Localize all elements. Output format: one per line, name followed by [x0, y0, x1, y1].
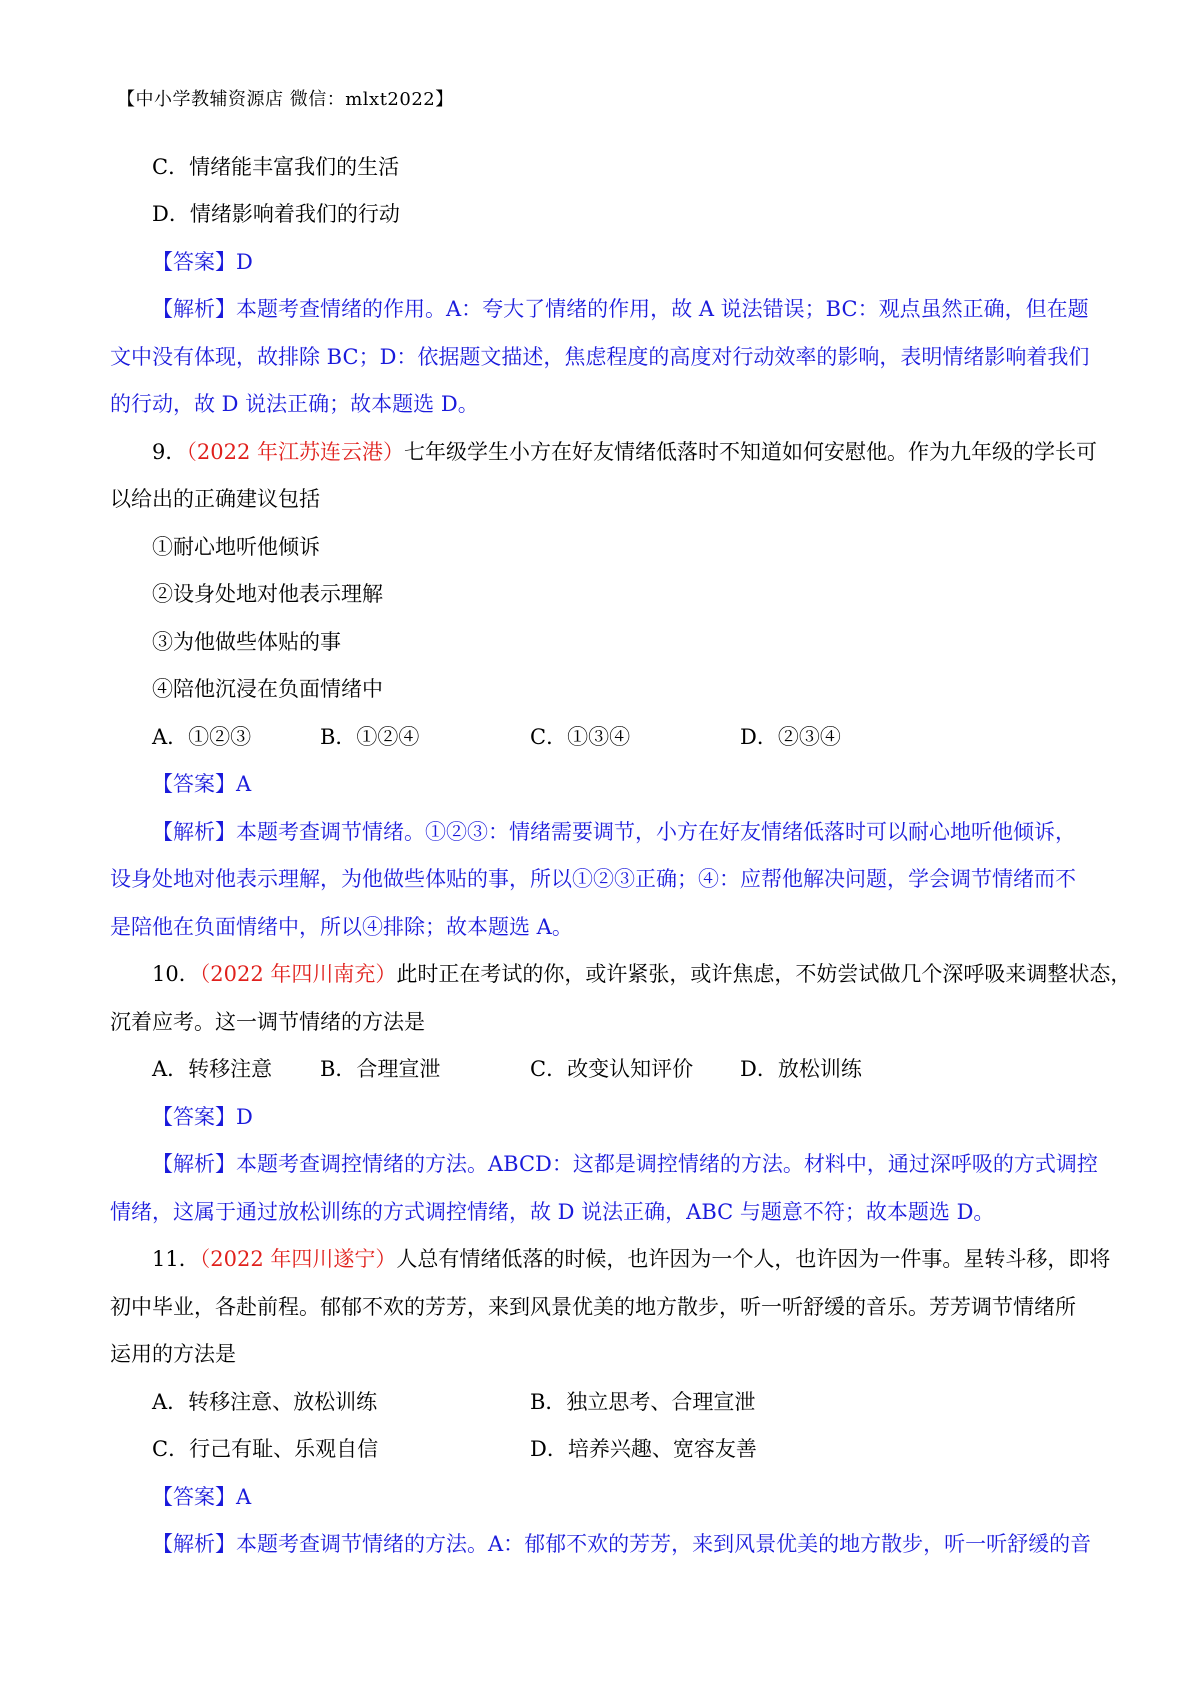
q11-option-b: B．独立思考、合理宣泄: [530, 1390, 756, 1414]
q10-stem: [152, 959, 1131, 989]
q9-analysis-line: 【解析】本题考查调节情绪。①②③：情绪需要调节，小方在好友情绪低落时可以耐心地听他倾诉，: [152, 820, 1076, 844]
page-header: 【中小学教辅资源店 微信：mlxt2022】: [117, 89, 454, 110]
q10-option-a: A．转移注意: [152, 1057, 273, 1081]
q9-item: ③为他做些体贴的事: [152, 630, 341, 654]
q10-stem-text: 此时正在考试的你，或许紧张，或许焦虑，不妨尝试做几个深呼吸来调整状态，: [396, 962, 1132, 986]
q10-option-b: B．合理宣泄: [320, 1057, 441, 1081]
q11-source: （2022 年四川遂宁）: [199, 1247, 397, 1271]
q11-stem-line: 初中毕业，各赴前程。郁郁不欢的芳芳，来到风景优美的地方散步，听一听舒缓的音乐。芳芳调节情绪所: [110, 1295, 1076, 1319]
q11-stem-text: 人总有情绪低落的时候，也许因为一个人，也许因为一件事。星转斗移，即将: [396, 1247, 1111, 1271]
q9-option-c: C．①③④: [530, 725, 631, 749]
q10-analysis-line: 【解析】本题考查调控情绪的方法。ABCD：这都是调控情绪的方法。材料中，通过深呼吸的方式调控: [152, 1152, 1098, 1176]
q10-stem-line: 沉着应考。这一调节情绪的方法是: [110, 1010, 425, 1034]
q9-answer: 【答案】A: [152, 772, 252, 796]
q11-number: 11．: [152, 1247, 200, 1271]
q10-source: （2022 年四川南充）: [199, 962, 397, 986]
q9-source: （2022 年江苏连云港）: [186, 440, 404, 464]
q11-option-c: C．行己有耻、乐观自信: [152, 1437, 379, 1461]
q11-option-a: A．转移注意、放松训练: [152, 1390, 378, 1414]
q11-stem-line: 运用的方法是: [110, 1342, 236, 1366]
q11-option-d: D．培养兴趣、宽容友善: [530, 1437, 757, 1461]
q11-analysis-line: 【解析】本题考查调节情绪的方法。A：郁郁不欢的芳芳，来到风景优美的地方散步，听一听舒缓的音: [152, 1532, 1092, 1556]
q8-option-c: C．情绪能丰富我们的生活: [152, 155, 400, 179]
q10-number: 10．: [152, 962, 200, 986]
q11-answer: 【答案】A: [152, 1485, 252, 1509]
q8-analysis-line: 的行动，故 D 说法正确；故本题选 D。: [110, 392, 479, 416]
q9-item: ④陪他沉浸在负面情绪中: [152, 677, 383, 701]
q8-option-d: D．情绪影响着我们的行动: [152, 202, 400, 226]
q9-analysis-line: 是陪他在负面情绪中，所以④排除；故本题选 A。: [110, 915, 573, 939]
q10-analysis-line: 情绪，这属于通过放松训练的方式调控情绪，故 D 说法正确，ABC 与题意不符；故本题选 D。: [110, 1200, 995, 1224]
q8-analysis-line: 【解析】本题考查情绪的作用。A：夸大了情绪的作用，故 A 说法错误；BC：观点虽然正确，但在题: [152, 297, 1089, 321]
q9-stem-text: 七年级学生小方在好友情绪低落时不知道如何安慰他。作为九年级的学长可: [404, 440, 1097, 464]
q9-option-a: A．①②③: [152, 725, 252, 749]
q9-analysis-line: 设身处地对他表示理解，为他做些体贴的事，所以①②③正确；④：应帮他解决问题，学会调节情绪而不: [110, 867, 1076, 891]
q10-option-d: D．放松训练: [740, 1057, 862, 1081]
q9-item: ②设身处地对他表示理解: [152, 582, 383, 606]
q9-stem-line: 以给出的正确建议包括: [110, 487, 320, 511]
q9-option-d: D．②③④: [740, 725, 841, 749]
q9-option-b: B．①②④: [320, 725, 420, 749]
q11-stem: [152, 1244, 1110, 1274]
q10-option-c: C．改变认知评价: [530, 1057, 694, 1081]
q10-answer: 【答案】D: [152, 1105, 253, 1129]
q9-item: ①耐心地听他倾诉: [152, 535, 320, 559]
q8-answer: 【答案】D: [152, 250, 253, 274]
q8-analysis-line: 文中没有体现，故排除 BC；D：依据题文描述，焦虑程度的高度对行动效率的影响，表明情绪影响着我们: [110, 345, 1090, 369]
q9-stem: [152, 437, 1097, 467]
q9-number: 9．: [152, 440, 187, 464]
